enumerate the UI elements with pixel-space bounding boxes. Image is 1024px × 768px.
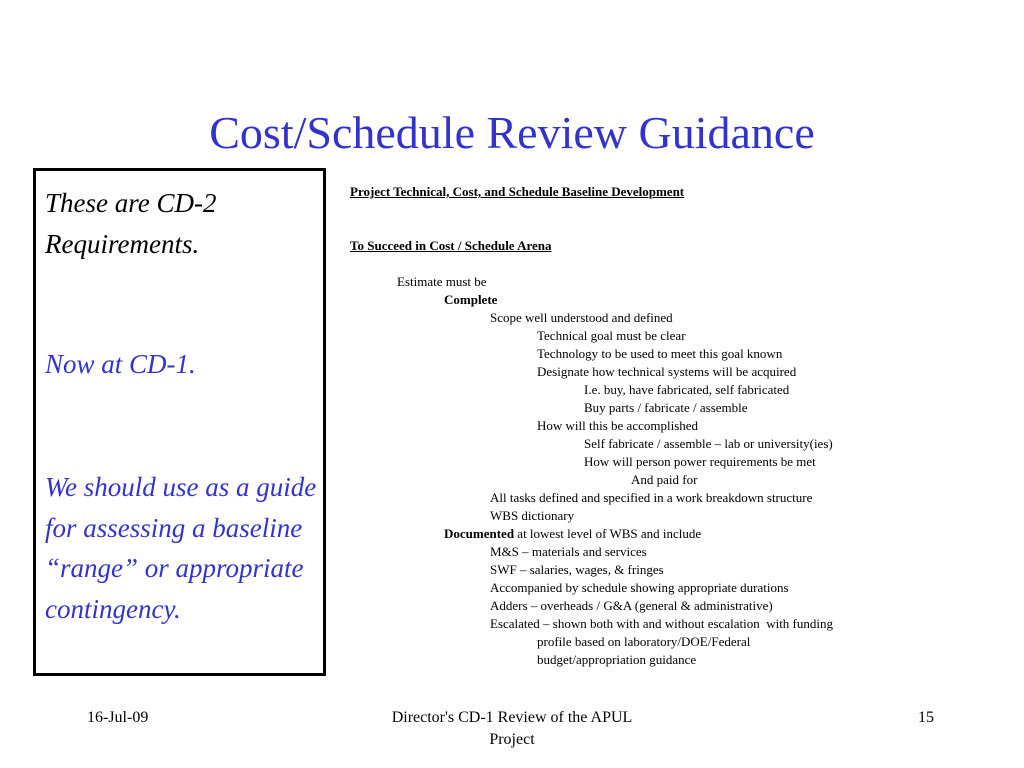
outline-item-complete: Complete xyxy=(444,292,498,307)
outline-item: Scope well understood and defined xyxy=(490,310,673,325)
baseline-guide-note: We should use as a guide for assessing a baseline “range” or appropriate contingency. xyxy=(45,472,317,624)
cd-requirements-box xyxy=(33,168,326,676)
outline-item: budget/appropriation guidance xyxy=(537,652,697,667)
footer-presentation-title xyxy=(332,707,692,751)
slide-number: 15 xyxy=(918,709,934,726)
outline-item: How will this be accomplished xyxy=(537,418,699,433)
documented-label: Documented xyxy=(444,526,515,541)
outline-item: Accompanied by schedule showing appropriate durations xyxy=(490,580,789,595)
outline-item: And paid for xyxy=(631,472,698,487)
outline-item: I.e. buy, have fabricated, self fabricated xyxy=(584,382,790,397)
outline-item: Escalated – shown both with and without escalation with funding xyxy=(490,616,833,631)
outline-item: Estimate must be xyxy=(397,274,487,289)
outline-item: Designate how technical systems will be acquired xyxy=(537,364,797,379)
documented-text: at lowest level of WBS and include xyxy=(514,526,702,541)
outline-item: Self fabricate / assemble – lab or university(ies) xyxy=(584,436,833,451)
footer-title-line2: Project xyxy=(489,731,535,748)
outline-item: How will person power requirements be met xyxy=(584,454,816,469)
baseline-development-heading: Project Technical, Cost, and Schedule Baseline Development xyxy=(350,184,685,199)
outline-item: All tasks defined and specified in a work breakdown structure xyxy=(490,490,813,505)
footer-date: 16-Jul-09 xyxy=(87,709,149,726)
outline-item: profile based on laboratory/DOE/Federal xyxy=(537,634,751,649)
outline-item: Buy parts / fabricate / assemble xyxy=(584,400,748,415)
outline-item: Technical goal must be clear xyxy=(537,328,686,343)
guidance-outline xyxy=(350,183,1010,669)
cd1-status-note: Now at CD-1. xyxy=(45,349,196,379)
outline-item: Adders – overheads / G&A (general & administrative) xyxy=(490,598,773,613)
outline-item: M&S – materials and services xyxy=(490,544,647,559)
footer-title-line1: Director's CD-1 Review of the APUL xyxy=(391,709,633,726)
outline-item: Technology to be used to meet this goal known xyxy=(537,346,783,361)
outline-item-documented xyxy=(350,525,1010,543)
outline-item: WBS dictionary xyxy=(490,508,575,523)
slide-title: Cost/Schedule Review Guidance xyxy=(209,107,815,158)
outline-item: SWF – salaries, wages, & fringes xyxy=(490,562,664,577)
succeed-heading: To Succeed in Cost / Schedule Arena xyxy=(350,238,552,253)
cd2-requirements-note: These are CD-2 Requirements. xyxy=(45,188,217,259)
